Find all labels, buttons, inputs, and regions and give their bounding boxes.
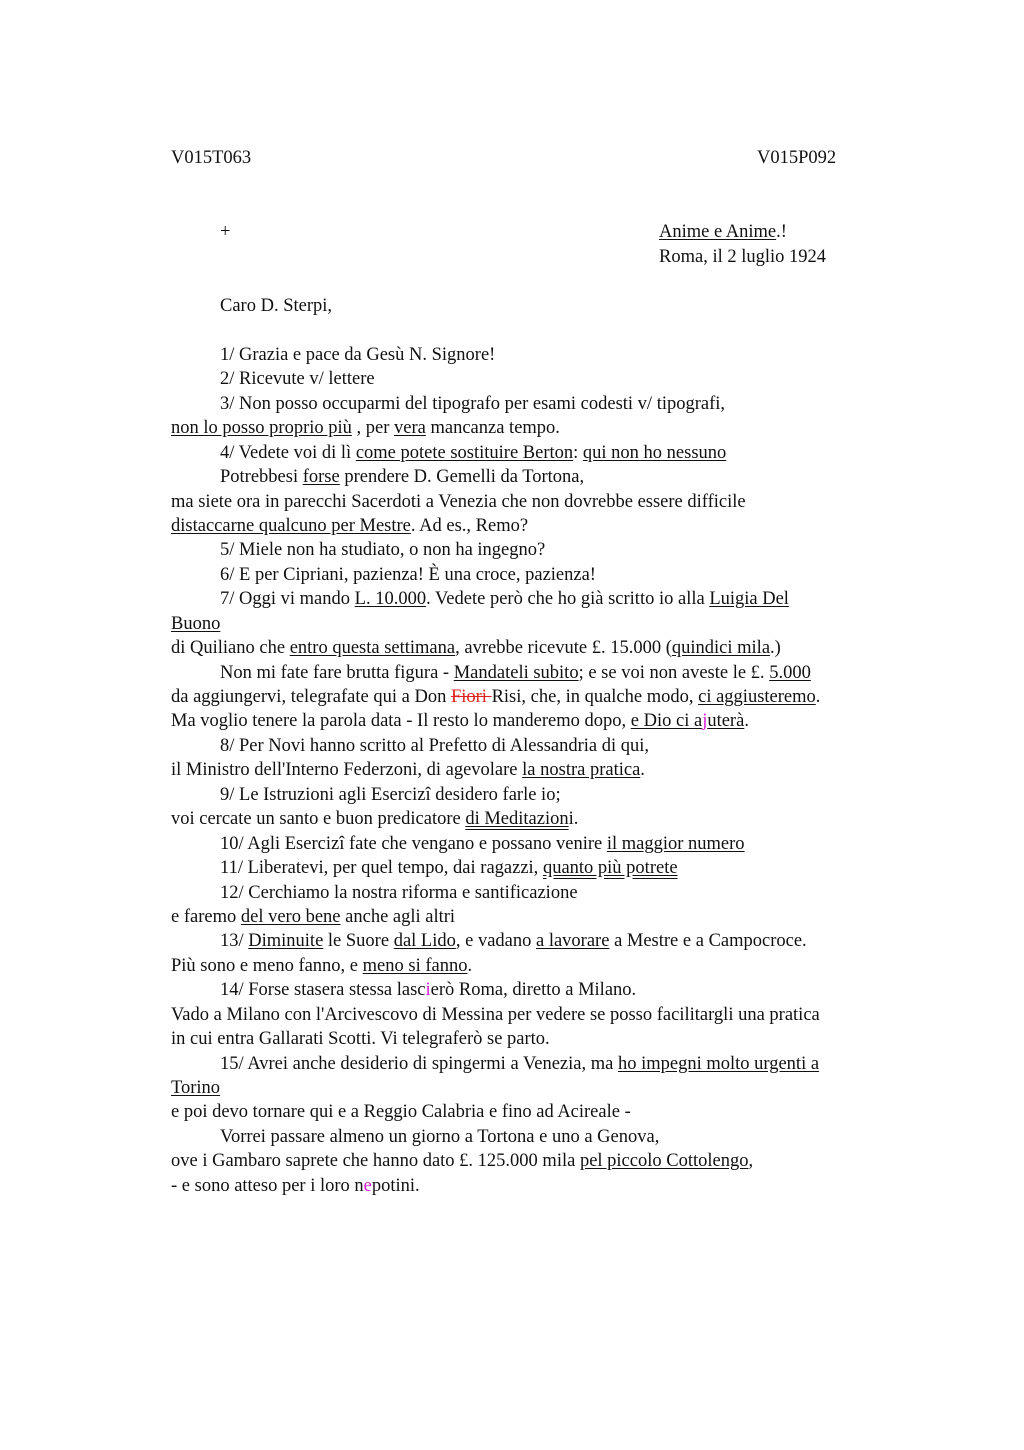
- letter-line: [171, 1174, 420, 1198]
- text-u: L. 10.000: [354, 589, 427, 609]
- text-run: Vorrei passare almeno un giorno a Tortona e uno a Genova,: [220, 1127, 660, 1147]
- text-run: .: [640, 760, 645, 780]
- text-run: 4/ Vedete voi di lì: [220, 443, 356, 463]
- text-run: 11/ Liberatevi, per quel tempo, dai ragazzi,: [220, 858, 543, 878]
- text-run: fate che vengano e possano venire: [344, 834, 607, 854]
- text-run: ,: [748, 1151, 754, 1171]
- text-run: mancanza tempo.: [425, 418, 560, 438]
- letter-line: [171, 709, 749, 733]
- text-u: Torino: [171, 1078, 221, 1098]
- text-run: 7/ Oggi vi mando: [220, 589, 355, 609]
- text-mag: i: [425, 980, 431, 1000]
- text-u: Luigia Del: [709, 589, 789, 609]
- text-run: ove i Gambaro saprete che hanno dato £. 125.000 mila: [171, 1151, 580, 1171]
- text-u: e Dio ci a: [630, 711, 703, 731]
- letter-line: [171, 1149, 753, 1173]
- text-run: erò Roma, diretto a Milano.: [430, 980, 637, 1000]
- cross-mark: +: [220, 222, 231, 242]
- text-run: prendere D. Gemelli da Tortona,: [339, 467, 585, 487]
- text-run: .: [467, 956, 473, 976]
- letter-line: [220, 783, 561, 807]
- letter-line: [220, 465, 584, 489]
- letter-line: [220, 1052, 819, 1076]
- text-u: del vero bene: [240, 907, 341, 927]
- text-u: meno si fanno: [362, 956, 468, 976]
- letter-line: [171, 807, 578, 831]
- text-run: , e vadano: [455, 931, 536, 951]
- text-run: .): [770, 638, 781, 658]
- text-mag: e: [363, 1176, 372, 1196]
- text-run: , avrebbe ricevute £. 15.000 (: [455, 638, 672, 658]
- text-u: Mandateli subito: [453, 663, 579, 683]
- letter-line: [171, 612, 220, 636]
- text-run: in cui entra Gallarati Scotti. Vi telegraferò se parto.: [171, 1029, 550, 1049]
- text-run: 10/ Agli Esercizi: [220, 834, 345, 854]
- text-u: quindici mila: [671, 638, 771, 658]
- text-run: 3/ Non posso occuparmi del tipografo per esami codesti v/ tipografi,: [220, 394, 726, 414]
- text-run: a Mestre e a Campocroce.: [609, 931, 807, 951]
- text-u: a lavorare: [536, 931, 610, 951]
- text-run: le Suore: [323, 931, 394, 951]
- text-u: non lo posso proprio più: [171, 418, 352, 438]
- letter-line: [220, 881, 578, 905]
- text-run: voi cercate un santo e buon predicatore: [171, 809, 466, 829]
- motto-underlined: Anime e Anime: [659, 222, 777, 242]
- motto-tail: .!: [776, 222, 787, 242]
- text-u: dal Lido: [393, 931, 456, 951]
- text-run: il Ministro dell'Interno Federzoni, di agevolare: [171, 760, 523, 780]
- text-u: ci aggiusteremo: [698, 687, 816, 707]
- text-u: uterà: [707, 711, 745, 731]
- letter-line: [171, 1027, 550, 1051]
- text-run: di Quiliano che: [171, 638, 290, 658]
- text-u: la nostra pratica: [522, 760, 641, 780]
- text-u: qui non ho nessuno: [582, 443, 727, 463]
- salutation: Caro D. Sterpi,: [220, 296, 333, 316]
- letter-line: [171, 1100, 631, 1124]
- letter-line: [171, 636, 781, 660]
- text-run: 12/ Cerchiamo la nostra riforma e santificazione: [220, 883, 578, 903]
- text-u: 5.000: [769, 663, 811, 683]
- text-umag: j: [702, 711, 708, 731]
- letter-line: [171, 758, 645, 782]
- text-run: ; e se voi non aveste le £.: [578, 663, 770, 683]
- text-run: 9/ Le Istruzioni agli Esercizi: [220, 785, 431, 805]
- letter-line: [171, 685, 820, 709]
- text-u: Buono: [171, 614, 221, 634]
- text-run: potini.: [371, 1176, 420, 1196]
- text-run: . Vedete però che ho già scritto io alla: [426, 589, 710, 609]
- text-run: Potrebbesi: [220, 467, 303, 487]
- text-run: e faremo: [171, 907, 241, 927]
- text-dbl: di Meditazion: [465, 809, 569, 829]
- text-run: Non mi fate fare brutta figura -: [220, 663, 454, 683]
- letter-line: [220, 978, 636, 1002]
- text-run: Ma voglio tenere la parola data - Il resto lo manderemo dopo,: [171, 711, 631, 731]
- text-run: Vado a Milano con l'Arcivescovo di Messina per vedere se posso facilitargli una pratica: [171, 1005, 820, 1025]
- text-run: desidero farle io;: [430, 785, 561, 805]
- text-run: :: [573, 443, 583, 463]
- motto: [659, 220, 787, 244]
- letter-line: [220, 587, 789, 611]
- letter-line: [220, 661, 811, 685]
- text-u: il maggior numero: [606, 834, 745, 854]
- text-run: da aggiungervi, telegrafate qui a Don: [171, 687, 451, 707]
- text-dbl: quanto più potrete: [542, 858, 678, 878]
- letter-line: [171, 1003, 820, 1027]
- text-u: distaccarne qualcuno per Mestre: [171, 516, 411, 536]
- letter-line: [220, 441, 726, 465]
- letter-line: [171, 954, 472, 978]
- letter-line: [220, 392, 725, 416]
- text-run: 1/ Grazia e pace da Gesù N. Signore!: [220, 345, 496, 365]
- letter-line: [220, 929, 807, 953]
- text-run: 2/ Ricevute v/ lettere: [220, 369, 375, 389]
- letter-line: [220, 734, 649, 758]
- letter-line: [220, 563, 596, 587]
- text-run: 6/ E per Cipriani, pazienza! È una croce, pazienza!: [220, 565, 596, 585]
- letter-line: [220, 1125, 659, 1149]
- letter-line: [220, 343, 495, 367]
- text-run: Più sono e meno fanno, e: [171, 956, 363, 976]
- letter-line: [171, 490, 746, 514]
- dateline: Roma, il 2 luglio 1924: [659, 247, 827, 267]
- text-run: 15/ Avrei anche desiderio di spingermi a Venezia, ma: [220, 1054, 618, 1074]
- letter-line: [220, 832, 745, 856]
- text-u: come potete sostituire Berton: [355, 443, 574, 463]
- document-code-left: V015T063: [171, 148, 252, 168]
- text-u: vera: [394, 418, 426, 438]
- text-run: e poi devo tornare qui e a Reggio Calabria e fino ad Acireale -: [171, 1102, 631, 1122]
- text-run: i.: [568, 809, 579, 829]
- text-u: Diminuite: [248, 931, 324, 951]
- letter-line: [171, 514, 528, 538]
- text-run: 14/ Forse stasera stessa lasc: [220, 980, 426, 1000]
- letter-line: [220, 367, 375, 391]
- text-run: 5/ Miele non ha studiato, o non ha ingegno?: [220, 540, 546, 560]
- letter-line: [171, 416, 560, 440]
- text-run: . Ad es., Remo?: [410, 516, 529, 536]
- text-run: , per: [351, 418, 395, 438]
- text-run: Risi, che, in qualche modo,: [491, 687, 699, 707]
- text-run: 13/: [220, 931, 249, 951]
- text-u: entro questa settimana: [289, 638, 456, 658]
- text-u: ho impegni molto urgenti a: [617, 1054, 820, 1074]
- text-run: ma siete ora in parecchi Sacerdoti a Venezia che non dovrebbe essere difficile: [171, 492, 746, 512]
- text-del: Fiori: [450, 687, 492, 707]
- text-run: .: [815, 687, 821, 707]
- text-run: - e sono atteso per i loro n: [171, 1176, 364, 1196]
- letter-line: [220, 538, 545, 562]
- text-run: .: [744, 711, 749, 731]
- letter-line: [171, 905, 455, 929]
- document-code-right: V015P092: [757, 148, 837, 168]
- letter-line: [171, 1076, 220, 1100]
- text-u: pel piccolo Cottolengo: [579, 1151, 749, 1171]
- text-u: forse: [302, 467, 340, 487]
- letter-line: [220, 856, 678, 880]
- text-run: anche agli altri: [340, 907, 456, 927]
- text-run: 8/ Per Novi hanno scritto al Prefetto di Alessandria di qui,: [220, 736, 650, 756]
